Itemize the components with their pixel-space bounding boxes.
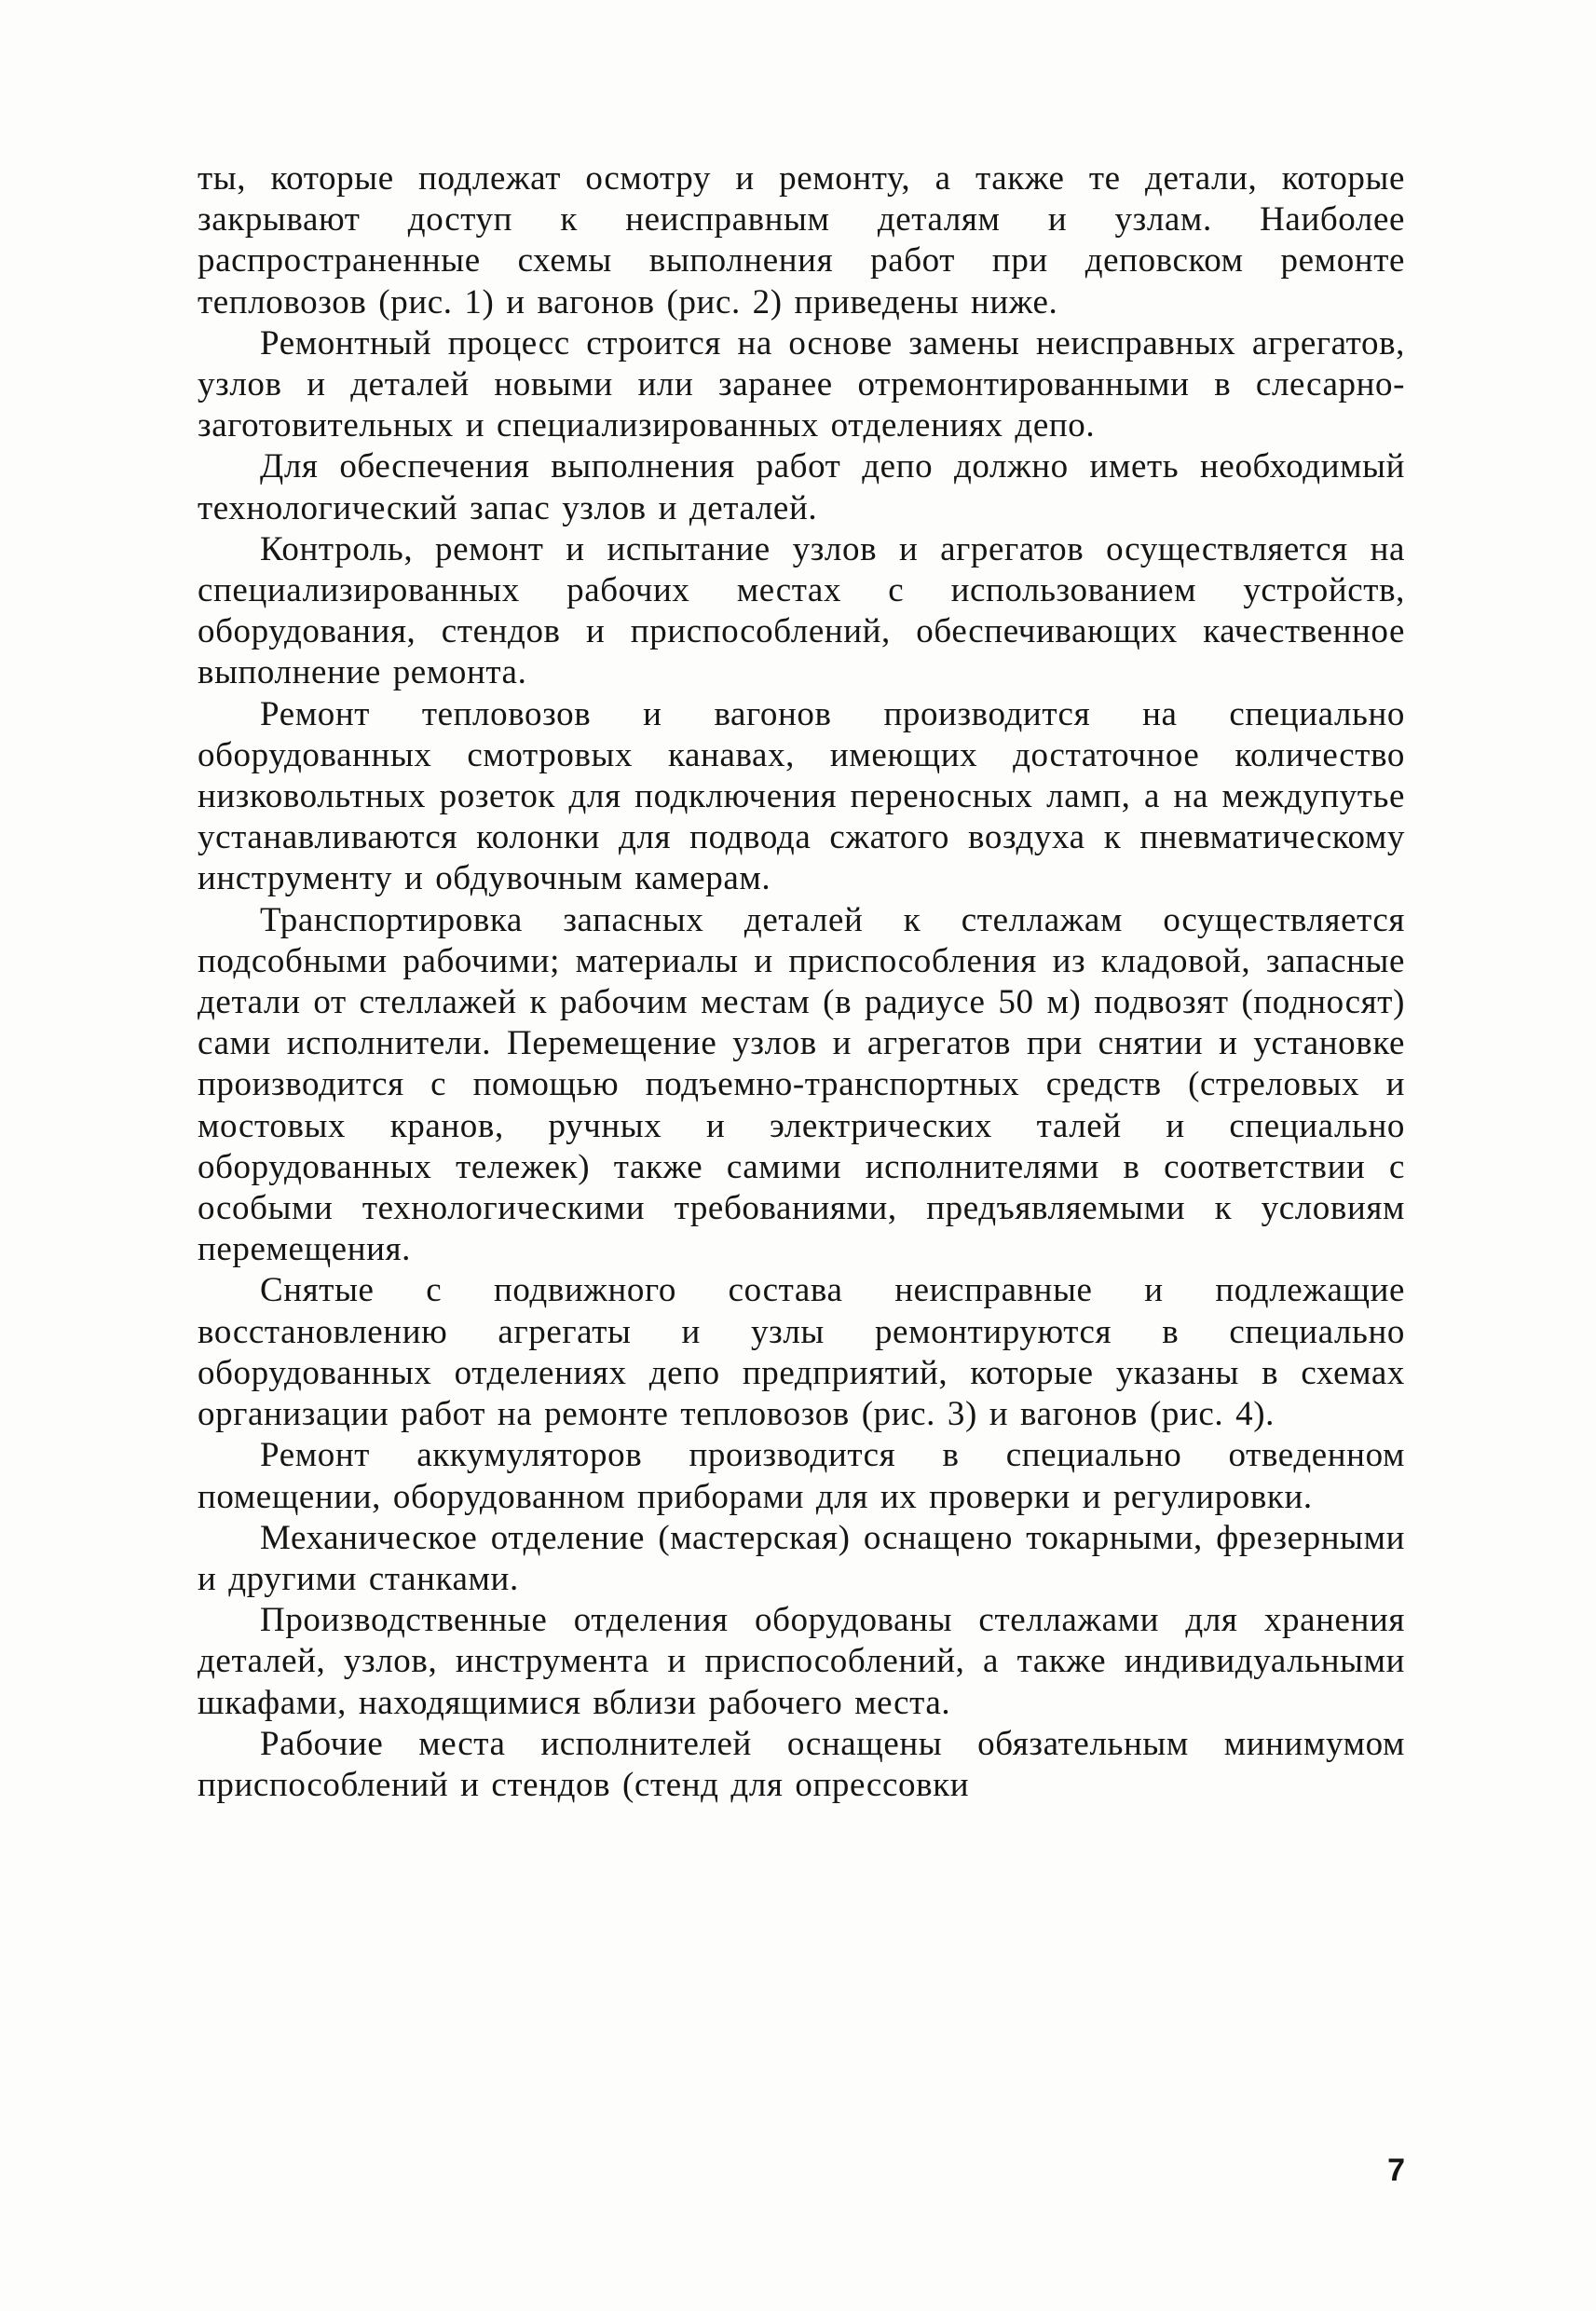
paragraph-storage-racks: Производственные отделения оборудованы стеллажами для хранения деталей, узлов, инструмента и приспособлений, а также индивидуальными шкафами, находящимися вблизи рабочего места. [198,1601,1405,1722]
paragraph-continuation: ты, которые подлежат осмотру и ремонту, а также те детали, которые закрывают доступ к неисправным деталям и узлам. Наиболее распространенные схемы выполнения работ при деповском ремонте тепловозов (рис. 1) и вагонов (рис. 2) приведены ниже. [198,159,1405,321]
paragraph-mechanical-shop: Механическое отделение (мастерская) оснащено токарными, фрезерными и другими станками. [198,1518,1405,1598]
paragraph-inspection-pits: Ремонт тепловозов и вагонов производится на специально оборудованных смотровых канавах, имеющих достаточное количество низковольтных розеток для подключения переносных ламп, а на междупутье устанавливаются колонки для подвода сжатого воздуха к пневматическому инструменту и обдувочным камерам. [198,694,1405,898]
paragraph-repair-process: Ремонтный процесс строится на основе замены неисправных агрегатов, узлов и деталей новыми или заранее отремонтированными в слесарно-заготовительных и специализированных отделениях депо. [198,323,1405,445]
paragraph-transportation: Транспортировка запасных деталей к стеллажам осуществляется подсобными рабочими; материалы и приспособления из кладовой, запасные детали от стеллажей к рабочим местам (в радиусе 50 м) подвозят (подносят) сами исполнители. Перемещение узлов и агрегатов при снятии и установке производится с помощью подъемно-транспортных средств (стреловых и мостовых кранов, ручных и электрических талей и специально оборудованных тележек) также самими исполнителями в соответствии с особыми технологическими требованиями, предъявляемыми к условиям перемещения. [198,900,1405,1269]
paragraph-workplace-equipment: Рабочие места исполнителей оснащены обязательным минимумом приспособлений и стендов (стенд для опрессовки [198,1724,1405,1804]
body-text [198,158,1405,1806]
paragraph-technological-stock: Для обеспечения выполнения работ депо должно иметь необходимый технологический запас узлов и деталей. [198,447,1405,527]
paragraph-control-and-testing: Контроль, ремонт и испытание узлов и агрегатов осуществляется на специализированных рабочих местах с использованием устройств, оборудования, стендов и приспособлений, обеспечивающих качественное выполнение ремонта. [198,529,1405,692]
page-number: 7 [1387,2153,1405,2188]
paragraph-specialized-departments: Снятые с подвижного состава неисправные и подлежащие восстановлению агрегаты и узлы ремонтируются в специально оборудованных отделениях депо предприятий, которые указаны в схемах организации работ на ремонте тепловозов (рис. 3) и вагонов (рис. 4). [198,1271,1405,1434]
paragraph-battery-repair: Ремонт аккумуляторов производится в специально отведенном помещении, оборудованном приборами для их проверки и регулировки. [198,1436,1405,1516]
